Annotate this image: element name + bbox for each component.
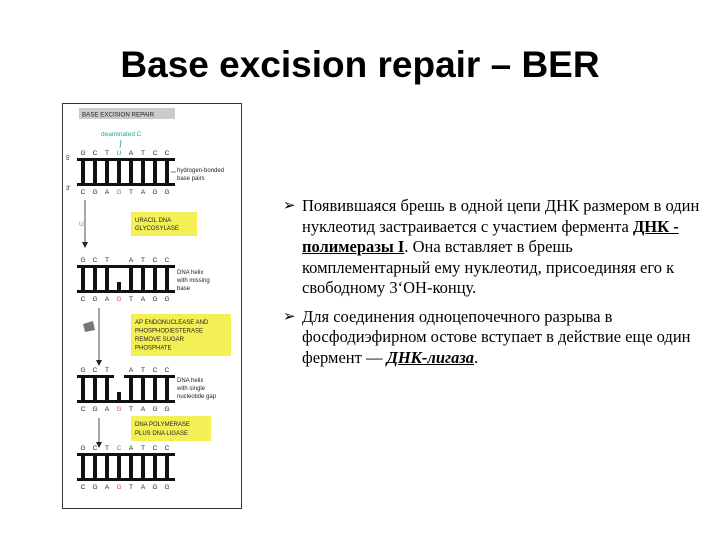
enzyme-label: AP ENDONUCLEASE AND — [135, 320, 209, 326]
bottom-base-letter: A — [140, 189, 146, 196]
base-bar — [165, 161, 169, 185]
bottom-base-letter: T — [129, 189, 133, 196]
removed-sugar-phosphate — [83, 321, 95, 332]
top-base-letter: C — [92, 150, 98, 157]
base-bar — [129, 268, 133, 292]
base-bar-bottom — [117, 282, 121, 291]
base-bar-bottom — [117, 392, 121, 401]
bottom-base-letter: C — [80, 484, 86, 491]
top-base-letter: A — [128, 257, 134, 264]
base-bar — [129, 161, 133, 185]
top-base-letter: T — [141, 257, 145, 264]
top-base-letter: G — [80, 367, 86, 374]
base-bar — [105, 456, 109, 480]
top-base-letter: G — [80, 445, 86, 452]
bottom-base-letter: G — [164, 406, 170, 413]
top-base-letter: C — [164, 367, 170, 374]
base-bar — [141, 378, 145, 402]
bottom-base-letter: A — [104, 296, 110, 303]
enzyme-label: GLYCOSYLASE — [135, 226, 179, 232]
base-bar — [105, 378, 109, 402]
top-base-letter: C — [92, 367, 98, 374]
base-bar — [81, 456, 85, 480]
base-bar — [129, 378, 133, 402]
bullet-highlight-ligase: ДНК-лигаза — [386, 347, 475, 367]
top-base-letter: T — [105, 150, 109, 157]
top-base-letter: C — [152, 257, 158, 264]
base-bar — [93, 456, 97, 480]
bottom-base-letter: G — [116, 296, 122, 303]
base-bar — [153, 378, 157, 402]
bottom-base-letter: G — [152, 296, 158, 303]
excised-uracil: U — [79, 221, 84, 228]
bottom-base-letter: A — [104, 406, 110, 413]
bottom-base-letter: G — [164, 484, 170, 491]
top-base-letter: C — [152, 150, 158, 157]
bottom-base-letter: T — [129, 406, 133, 413]
top-base-letter: G — [80, 150, 86, 157]
base-bar — [153, 161, 157, 185]
arrow-bullet-icon: ➢ — [283, 198, 296, 214]
step-arrow-head — [82, 242, 88, 248]
base-bar — [141, 161, 145, 185]
bottom-base-letter: G — [152, 189, 158, 196]
bottom-backbone — [77, 478, 175, 481]
bullet-text-end: . Она вставляет в брешь комплементарный ему нуклеотид, присоединяя его к свободному 3‘ОН-концу. — [302, 237, 675, 297]
base-bar — [105, 268, 109, 292]
note-missing-base-line: DNA helix — [177, 270, 204, 276]
top-backbone — [77, 265, 175, 268]
bottom-base-letter: C — [80, 189, 86, 196]
top-backbone — [77, 375, 175, 378]
base-bar — [81, 378, 85, 402]
bottom-base-letter: G — [164, 189, 170, 196]
top-backbone — [77, 453, 175, 456]
backbone-nick — [114, 374, 124, 379]
bottom-backbone — [77, 183, 175, 186]
base-bar — [141, 456, 145, 480]
base-bar — [93, 161, 97, 185]
bottom-base-letter: T — [129, 484, 133, 491]
base-bar — [153, 268, 157, 292]
bottom-base-letter: G — [152, 484, 158, 491]
top-base-letter: C — [164, 445, 170, 452]
bottom-base-letter: T — [129, 296, 133, 303]
arrow-bullet-icon: ➢ — [283, 308, 296, 325]
top-base-letter: T — [141, 445, 145, 452]
bottom-base-letter: A — [104, 484, 110, 491]
note-hydrogen-bonded-line: hydrogen-bonded — [177, 168, 225, 174]
note-hydrogen-bonded-line: base pairs — [177, 176, 205, 182]
strand-5-label: 5' — [66, 156, 71, 162]
bottom-base-letter: G — [116, 406, 122, 413]
bullet-text-end: . — [474, 347, 479, 367]
note-missing-base-line: with missing — [177, 278, 210, 284]
bullet-item-polymerase — [283, 196, 703, 299]
top-base-letter: C — [164, 257, 170, 264]
strand-3-label: 3' — [66, 186, 71, 192]
top-base-letter: C — [116, 445, 122, 452]
step-arrow-head — [96, 360, 102, 366]
bottom-base-letter: A — [140, 406, 146, 413]
enzyme-label: PHOSPHATE — [135, 345, 172, 352]
note-single-gap-line: with single — [177, 386, 206, 392]
note-missing-base-line: base — [177, 286, 191, 292]
base-bar — [165, 378, 169, 402]
base-bar — [117, 161, 121, 185]
base-bar — [93, 268, 97, 292]
bottom-base-letter: G — [116, 189, 122, 196]
base-bar — [165, 456, 169, 480]
bottom-base-letter: G — [164, 296, 170, 303]
bottom-base-letter: C — [80, 296, 86, 303]
bottom-base-letter: G — [116, 484, 122, 491]
bullet-text: Для соединения одноцепочечного разрыва в фосфодиэфирном остове вступает в действие еще один фермент — — [302, 306, 691, 367]
base-bar — [105, 161, 109, 185]
bottom-base-letter: G — [92, 484, 98, 491]
base-bar — [93, 378, 97, 402]
top-backbone — [77, 158, 175, 161]
top-base-letter: A — [128, 150, 134, 157]
bottom-base-letter: A — [140, 484, 146, 491]
diagram-header: BASE EXCISION REPAIR — [82, 111, 155, 119]
enzyme-label: DNA POLYMERASE — [135, 422, 190, 428]
bullet-highlight-polymerase: ДНК - полимеразы I — [302, 216, 679, 256]
bottom-base-letter: A — [140, 296, 146, 303]
top-base-letter: T — [105, 367, 109, 374]
note-single-gap-line: nucleotide gap — [177, 394, 217, 400]
top-base-letter: C — [92, 445, 98, 452]
top-base-letter: T — [105, 257, 109, 264]
top-base-letter: A — [128, 445, 134, 452]
top-base-letter: C — [152, 367, 158, 374]
base-bar — [81, 268, 85, 292]
enzyme-box-polymerase-ligase — [131, 416, 211, 441]
top-base-letter: C — [164, 150, 170, 157]
top-base-letter: T — [141, 150, 145, 157]
note-single-gap-line: DNA helix — [177, 378, 204, 384]
deaminated-c-label: deaminated C — [101, 131, 142, 138]
top-base-letter: G — [80, 257, 86, 264]
base-bar — [117, 456, 121, 480]
top-base-letter: T — [105, 445, 109, 452]
bottom-base-letter: C — [80, 406, 86, 413]
top-base-letter: T — [141, 367, 145, 374]
base-bar — [165, 268, 169, 292]
ber-diagram-graphic — [63, 104, 243, 510]
enzyme-label: PHOSPHODIESTERASE — [135, 328, 204, 335]
base-bar — [129, 456, 133, 480]
enzyme-label: REMOVE SUGAR — [135, 337, 185, 343]
enzyme-label: PLUS DNA LIGASE — [135, 431, 189, 437]
enzyme-box-glycosylase — [131, 212, 197, 236]
bullet-list — [283, 196, 703, 376]
bullet-item-ligase — [283, 307, 703, 369]
top-base-letter: C — [152, 445, 158, 452]
ber-diagram — [62, 103, 242, 509]
bottom-base-letter: G — [152, 406, 158, 413]
bottom-base-letter: A — [104, 189, 110, 196]
bottom-backbone — [77, 400, 175, 403]
top-base-letter: A — [128, 367, 134, 374]
top-base-letter: U — [116, 150, 122, 157]
slide-title: Base excision repair – BER — [120, 44, 600, 85]
deaminated-pointer — [120, 140, 121, 148]
bottom-base-letter: G — [92, 406, 98, 413]
bottom-base-letter: G — [92, 296, 98, 303]
bullet-text: Появившаяся брешь в одной цепи ДНК размером в один нуклеотид застраивается с участием фермента — [302, 196, 700, 236]
enzyme-label: URACIL DNA — [135, 218, 172, 224]
bottom-base-letter: G — [92, 189, 98, 196]
bottom-backbone — [77, 290, 175, 293]
top-base-letter: C — [92, 257, 98, 264]
base-bar — [153, 456, 157, 480]
base-bar — [81, 161, 85, 185]
base-bar — [141, 268, 145, 292]
